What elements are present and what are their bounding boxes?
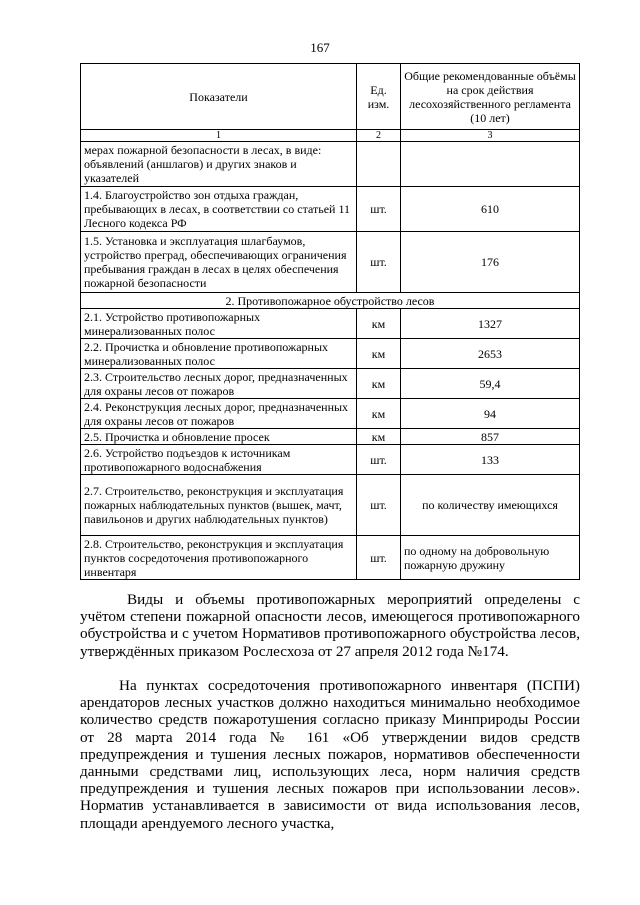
value-cell: 176: [401, 232, 580, 293]
section-title: 2. Противопожарное обустройство лесов: [81, 293, 580, 309]
column-number: 1: [81, 130, 357, 142]
value-cell: по одному на добровольную пожарную дружину: [401, 536, 580, 580]
value-cell: по количеству имеющихся: [401, 475, 580, 536]
table-row: [81, 399, 580, 429]
table-row: [81, 369, 580, 399]
unit-cell: км: [357, 309, 401, 339]
unit-cell: шт.: [357, 475, 401, 536]
paragraph: На пунктах сосредоточения противопожарного инвентаря (ПСПИ) арендаторов лесных участков должно находиться минимально необходимое количество средств пожаротушения согласно приказу Минприроды России от 28 марта 2014 года № 161 «Об утверждении видов средств предупреждения и тушения лесных пожаров, нормативов обеспеченности данными средствами лиц, использующих леса, норм наличия средств предупреждения и тушения лесных пожаров при использовании лесов». Норматив устанавливается в зависимости от вида использования лесов, площади арендуемого лесного участка,: [80, 677, 580, 832]
value-cell: 1327: [401, 309, 580, 339]
indicator-cell: 2.7. Строительство, реконструкция и эксплуатация пожарных наблюдательных пунктов (вышек, мачт, павильонов и других наблюдательных пунктов): [81, 475, 357, 536]
value-cell: 59,4: [401, 369, 580, 399]
fire-measures-table: [80, 63, 580, 580]
column-number: 3: [401, 130, 580, 142]
unit-cell: шт.: [357, 445, 401, 475]
indicator-cell: 2.3. Строительство лесных дорог, предназначенных для охраны лесов от пожаров: [81, 369, 357, 399]
table-row: [81, 187, 580, 232]
table-row: [81, 475, 580, 536]
indicator-cell: 2.4. Реконструкция лесных дорог, предназначенных для охраны лесов от пожаров: [81, 399, 357, 429]
unit-cell: шт.: [357, 536, 401, 580]
indicator-cell: 1.4. Благоустройство зон отдыха граждан, пребывающих в лесах, в соответствии со статьей 11 Лесного кодекса РФ: [81, 187, 357, 232]
table-row: [81, 445, 580, 475]
table-row: [81, 429, 580, 445]
value-cell: 2653: [401, 339, 580, 369]
table-body: [81, 142, 580, 580]
header-indicators: Показатели: [81, 64, 357, 130]
section-row: [81, 293, 580, 309]
value-cell: [401, 142, 580, 187]
unit-cell: км: [357, 339, 401, 369]
table-row: [81, 232, 580, 293]
value-cell: 94: [401, 399, 580, 429]
indicator-cell: мерах пожарной безопасности в лесах, в виде: объявлений (аншлагов) и других знаков и указателей: [81, 142, 357, 187]
table-row: [81, 536, 580, 580]
value-cell: 610: [401, 187, 580, 232]
unit-cell: км: [357, 429, 401, 445]
unit-cell: [357, 142, 401, 187]
indicator-cell: 2.2. Прочистка и обновление противопожарных минерализованных полос: [81, 339, 357, 369]
unit-cell: км: [357, 399, 401, 429]
indicator-cell: 2.6. Устройство подъездов к источникам противопожарного водоснабжения: [81, 445, 357, 475]
value-cell: 857: [401, 429, 580, 445]
header-unit: Ед. изм.: [357, 64, 401, 130]
value-cell: 133: [401, 445, 580, 475]
table-row: [81, 142, 580, 187]
header-volume: Общие рекомендованные объёмы на срок действия лесохозяйственного регламента (10 лет): [401, 64, 580, 130]
unit-cell: км: [357, 369, 401, 399]
indicator-cell: 2.1. Устройство противопожарных минерализованных полос: [81, 309, 357, 339]
paragraph: Виды и объемы противопожарных мероприятий определены с учётом степени пожарной опасности лесов, имеющегося противопожарного обустройства и с учетом Нормативов противопожарного обустройства лесов, утверждённых приказом Рослесхоза от 27 апреля 2012 года №174.: [80, 591, 580, 660]
indicator-cell: 1.5. Установка и эксплуатация шлагбаумов, устройство преград, обеспечивающих ограничения пребывания граждан в лесах в целях обеспечения пожарной безопасности: [81, 232, 357, 293]
column-number-row: [81, 130, 580, 142]
indicator-cell: 2.5. Прочистка и обновление просек: [81, 429, 357, 445]
unit-cell: шт.: [357, 232, 401, 293]
page-number: 167: [310, 40, 330, 55]
table-row: [81, 309, 580, 339]
unit-cell: шт.: [357, 187, 401, 232]
indicator-cell: 2.8. Строительство, реконструкция и эксплуатация пунктов сосредоточения противопожарного инвентаря: [81, 536, 357, 580]
column-number: 2: [357, 130, 401, 142]
table-header-row: [81, 64, 580, 130]
table-row: [81, 339, 580, 369]
